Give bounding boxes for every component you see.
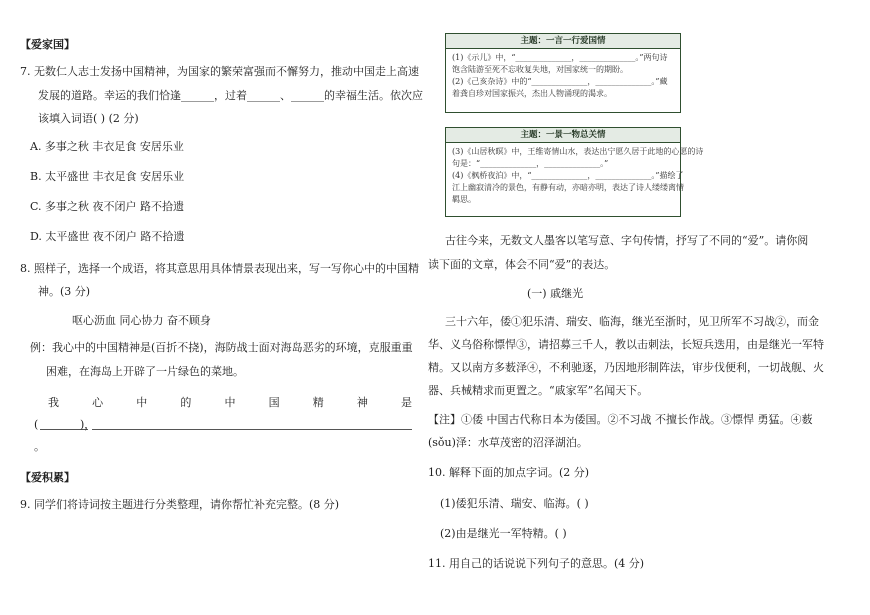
box1-line4: 着龚自珍对国家振兴，杰出人物涌现的渴求。 [452, 89, 612, 98]
passage-title: (一) 戚继光 [527, 287, 584, 300]
answer-char: 心 [92, 396, 104, 409]
q7-option-d: D. 太平盛世 夜不闭户 路不拾遗 [30, 230, 185, 243]
q7-line3: 该填入词语( ) (2 分) [38, 112, 139, 125]
q7-option-c: C. 多事之秋 夜不闭户 路不拾遗 [30, 200, 185, 213]
annotation-line2: (sǒu)泽：水草茂密的沼泽湖泊。 [428, 436, 588, 449]
q7-line1: 7. 无数仁人志士发扬中国精神，为国家的繁荣富强而不懈努力，推动中国走上高速 [20, 65, 419, 78]
box2-line1: (3)《山居秋暝》中，王维寄情山水，表达出宁愿久居于此地的心愿的诗 [452, 147, 704, 156]
q10-item1: (1)倭犯乐清、瑞安、临海。( ) [440, 497, 589, 510]
theme-box-scenery [445, 127, 704, 217]
section-heading-accumulate: 【爱积累】 [20, 471, 75, 484]
box1-line3: (2)《己亥杂诗》中的“______________，______________。”藏 [452, 77, 668, 86]
answer-char: 精 [312, 396, 324, 409]
q8-answer-end: 。 [34, 440, 45, 453]
section-heading-love-country: 【爱家国】 [20, 38, 75, 51]
box2-line3: (4)《枫桥夜泊》中，“______________，______________。”描绘了 [452, 171, 684, 180]
box1-line1: (1)《示儿》中，“______________，______________。”两句诗 [452, 53, 668, 62]
q8-line2: 神。(3 分) [38, 285, 91, 298]
theme-box-patriotism [445, 33, 681, 113]
annotation-line1: 【注】①倭 中国古代称日本为倭国。②不习战 不擅长作战。③慓悍 勇猛。④薮 [428, 413, 813, 426]
q8-answer-line[interactable] [92, 429, 412, 430]
q8-idiom-choices: 呕心沥血 同心协力 奋不顾身 [72, 314, 211, 327]
passage-line2: 华、义乌俗称慓悍③，请招募三千人，教以击刺法，长短兵迭用，由是继光一军特 [428, 338, 824, 351]
q8-example-line1: 例：我心中的中国精神是(百折不挠)，海防战士面对海岛恶劣的环境，克服重重 [30, 341, 413, 354]
answer-char: 国 [268, 396, 280, 409]
answer-char: 的 [180, 396, 192, 409]
passage-line1: 三十六年，倭①犯乐清、瑞安、临海，继光至浙时，见卫所军不习战②，而金 [445, 315, 819, 328]
passage-line3: 精。又以南方多薮泽④，不利驰逐，乃因地形制阵法，审步伐便利，一切战舰、火 [428, 361, 824, 374]
theme-box-title: 主题：一言一行爱国情 [446, 34, 680, 49]
q7-option-b: B. 太平盛世 丰衣足食 安居乐业 [30, 170, 185, 183]
answer-char: 是 [401, 396, 412, 409]
box1-line2: 饱含陆游至死不忘收复失地，对国家统一的期盼。 [452, 65, 628, 74]
q7-option-a: A. 多事之秋 丰衣足食 安居乐业 [30, 140, 184, 153]
answer-char: 中 [136, 396, 148, 409]
q7-line2: 发展的道路。幸运的我们恰逢______，过着______、______的幸福生活。依次应 [38, 89, 423, 102]
answer-char: 我 [48, 396, 59, 409]
reading-intro-line1: 古往今来，无数文人墨客以笔写意、字句传情，抒写了不同的“爱”。请你阅 [445, 234, 809, 247]
box2-line4: 江上幽寂清冷的景色，有静有动，亦暗亦明，表达了诗人缕缕离情 [452, 183, 684, 192]
theme-box-title: 主题：一景一物总关情 [446, 128, 680, 143]
box2-line2: 句是：“______________，______________。” [452, 159, 609, 168]
q8-example-line2: 困难，在海岛上开辟了一片绿色的菜地。 [46, 365, 244, 378]
answer-char: 神 [356, 396, 368, 409]
q11-text: 11. 用自己的话说说下列句子的意思。(4 分) [428, 557, 645, 570]
q8-answer-open-paren: ( [34, 418, 39, 431]
reading-intro-line2: 读下面的文章，体会不同“爱”的表达。 [428, 258, 616, 271]
q8-line1: 8. 照样子，选择一个成语，将其意思用具体情景表现出来，写一写你心中的中国精 [20, 262, 419, 275]
q8-answer-close-paren: )， [80, 418, 96, 431]
q10-text: 10. 解释下面的加点字词。(2 分) [428, 466, 590, 479]
q10-item2: (2)由是继光一军特精。( ) [440, 527, 567, 540]
q9-text: 9. 同学们将诗词按主题进行分类整理，请你帮忙补充完整。(8 分) [20, 498, 340, 511]
box2-line5: 羁思。 [452, 195, 476, 204]
q8-answer-prompt [48, 396, 412, 410]
passage-line4: 器、兵械精求而更置之。“戚家军”名闻天下。 [428, 384, 649, 397]
answer-char: 中 [224, 396, 236, 409]
